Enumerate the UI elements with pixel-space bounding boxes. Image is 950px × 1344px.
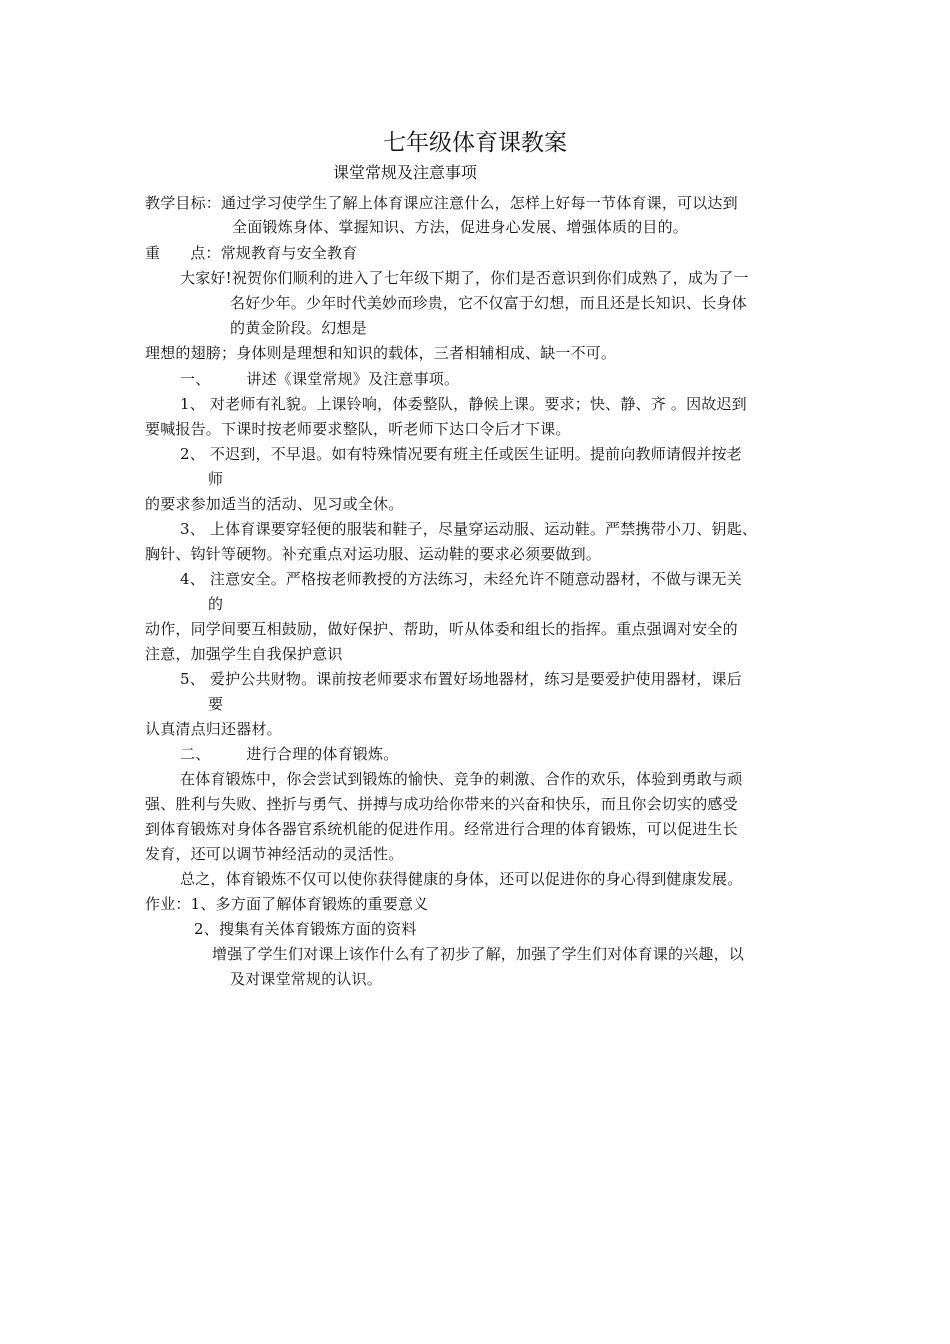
objective-label: 教学目标： bbox=[145, 194, 222, 212]
rule-2-line-2: 师 bbox=[208, 470, 224, 488]
rule-1-line-1: 1、 对老师有礼貌。上课铃响，体委整队，静候上课。要求；快、静、齐 。因故迟到 bbox=[180, 395, 747, 413]
objective-line-2: 全面锻炼身体、掌握知识、方法，促进身心发展、增强体质的目的。 bbox=[232, 218, 689, 236]
rule-3-line-2: 胸针、钩针等硬物。补充重点对运功服、运动鞋的要求必须要做到。 bbox=[145, 545, 602, 563]
section-2-paragraph-line-4: 发育，还可以调节神经活动的灵活性。 bbox=[145, 845, 404, 863]
section-1-title: 讲述《课堂常规》及注意事项。 bbox=[246, 370, 460, 388]
rule-2-line-1: 2、 不迟到，不早退。如有特殊情况要有班主任或医生证明。提前向教师请假并按老 bbox=[180, 445, 742, 463]
page-subtitle: 课堂常规及注意事项 bbox=[333, 163, 478, 182]
reflection-line-1: 增强了学生们对课上该作什么有了初步了解，加强了学生们对体育课的兴趣，以 bbox=[212, 945, 745, 963]
focus-label-char-1: 重 bbox=[145, 244, 161, 262]
section-1-number: 一、 bbox=[180, 370, 211, 388]
section-2-number: 二、 bbox=[180, 745, 211, 763]
section-2-paragraph-line-2: 强、胜利与失败、挫折与勇气、拼搏与成功给你带来的兴奋和快乐，而且你会切实的感受 bbox=[145, 795, 738, 813]
summary-line: 总之，体育锻炼不仅可以使你获得健康的身体，还可以促进你的身心得到健康发展。 bbox=[180, 870, 743, 888]
intro-line-1: 大家好!祝贺你们顺利的进入了七年级下期了，你们是否意识到你们成熟了，成为了一 bbox=[180, 269, 749, 287]
focus-line bbox=[145, 243, 357, 263]
rule-4-line-4: 注意，加强学生自我保护意识 bbox=[145, 645, 343, 663]
section-2-heading bbox=[180, 744, 398, 764]
objective-line-1 bbox=[145, 193, 738, 213]
rule-4-line-2: 的 bbox=[208, 595, 224, 613]
rule-5-line-1: 5、 爱护公共财物。课前按老师要求布置好场地器材，练习是要爱护使用器材，课后 bbox=[180, 670, 742, 688]
rule-5-line-2: 要 bbox=[208, 695, 224, 713]
homework-item-2: 2、搜集有关体育锻炼方面的资料 bbox=[194, 920, 417, 938]
rule-4-line-1: 4、 注意安全。严格按老师教授的方法练习，未经允许不随意动器材，不做与课无关 bbox=[180, 570, 742, 588]
rule-5-line-3: 认真清点归还器材。 bbox=[145, 720, 282, 738]
focus-text: 常规教育与安全教育 bbox=[220, 244, 358, 262]
rule-4-line-3: 动作，同学间要互相鼓励，做好保护、帮助，听从体委和组长的指挥。重点强调对安全的 bbox=[145, 620, 738, 638]
page-title: 七年级体育课教案 bbox=[383, 130, 567, 156]
reflection-line-2: 及对课堂常规的认识。 bbox=[230, 970, 383, 988]
focus-label-char-2: 点： bbox=[190, 244, 221, 262]
rule-1-line-2: 要喊报告。下课时按老师要求整队，听老师下达口令后才下课。 bbox=[145, 420, 571, 438]
section-2-paragraph-line-1: 在体育锻炼中，你会尝试到锻炼的愉快、竞争的刺激、合作的欢乐，体验到勇敢与顽 bbox=[180, 770, 743, 788]
rule-3-line-1: 3、 上体育课要穿轻便的服装和鞋子，尽量穿运动服、运动鞋。严禁携带小刀、钥匙、 bbox=[180, 520, 758, 538]
section-2-title: 进行合理的体育锻炼。 bbox=[246, 745, 399, 763]
homework-item-1: 1、多方面了解体育锻炼的重要意义 bbox=[190, 895, 429, 913]
section-1-heading bbox=[180, 369, 459, 389]
intro-line-2: 名好少年。少年时代美妙而珍贵，它不仅富于幻想，而且还是长知识、长身体 bbox=[230, 294, 747, 312]
homework-line-1 bbox=[145, 894, 428, 914]
section-2-paragraph-line-3: 到体育锻炼对身体各器官系统机能的促进作用。经常进行合理的体育锻炼，可以促进生长 bbox=[145, 820, 738, 838]
homework-label: 作业： bbox=[145, 895, 191, 913]
intro-line-4: 理想的翅膀；身体则是理想和知识的载体，三者相辅相成、缺一不可。 bbox=[145, 344, 617, 362]
intro-line-3: 的黄金阶段。幻想是 bbox=[230, 319, 367, 337]
objective-text-1: 通过学习使学生了解上体育课应注意什么，怎样上好每一节体育课，可以达到 bbox=[221, 194, 738, 212]
rule-2-line-3: 的要求参加适当的活动、见习或全休。 bbox=[145, 495, 404, 513]
